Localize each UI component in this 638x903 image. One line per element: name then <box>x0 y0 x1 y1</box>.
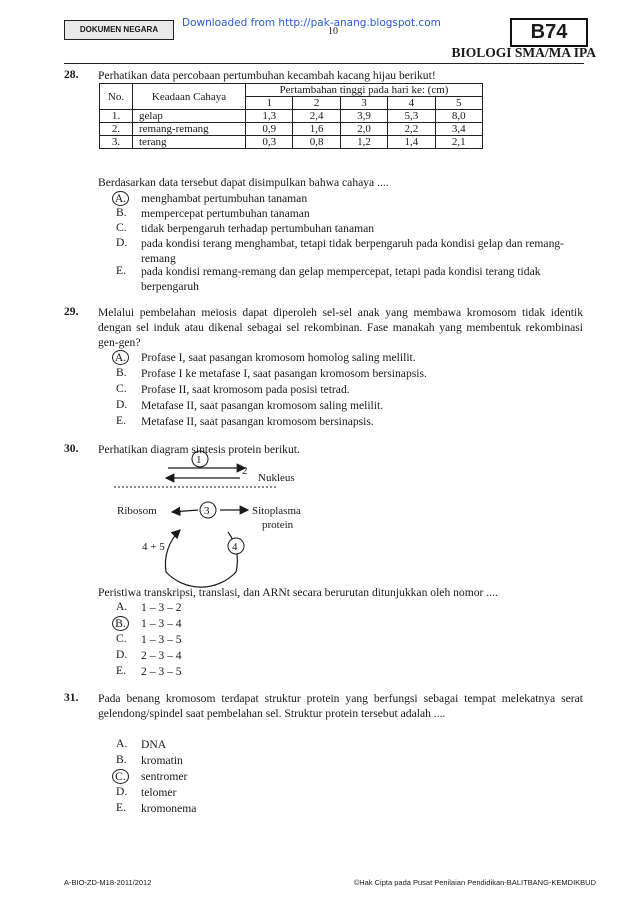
page-number: 10 <box>328 26 338 37</box>
q30-intro: Perhatikan diagram sintesis protein berikut. <box>98 443 300 456</box>
subject-title: BIOLOGI SMA/MA IPA <box>451 45 596 60</box>
table-cell: 0,3 <box>246 136 293 149</box>
q28-option-c-letter[interactable]: C. <box>116 221 127 234</box>
diagram-label-4: 4 <box>232 541 238 553</box>
answer-mark-circle: A. <box>112 350 129 365</box>
q31-stem: Pada benang kromosom terdapat struktur protein yang berfungsi sebagai tempat melekatnya serat gelendong/spindel saat pembelahan sel. Struktur protein tersebut adalah .... <box>98 692 583 720</box>
table-header-group: Pertambahan tinggi pada hari ke: (cm) <box>246 84 483 97</box>
q31-option-a-letter[interactable]: A. <box>116 737 128 750</box>
q29-number: 29. <box>64 305 79 318</box>
q30-option-e-letter[interactable]: E. <box>116 664 126 677</box>
diagram-label-4-plus-5: 4 + 5 <box>142 541 165 553</box>
table-header-kondisi: Keadaan Cahaya <box>133 84 246 110</box>
diagram-label-ribosom: Ribosom <box>117 505 157 517</box>
q31-option-d-letter[interactable]: D. <box>116 785 128 798</box>
q30-option-e[interactable]: 2 – 3 – 5 <box>141 665 182 678</box>
q28-intro: Perhatikan data percobaan pertumbuhan kecambah kacang hijau berikut! <box>98 69 436 82</box>
table-cell: 5,3 <box>388 110 435 123</box>
diagram-label-sitoplasma: Sitoplasma <box>252 505 301 517</box>
q31-option-b[interactable]: kromatin <box>141 754 183 767</box>
table-cell: gelap <box>133 110 246 123</box>
q30-number: 30. <box>64 442 79 455</box>
q28-option-b-letter[interactable]: B. <box>116 206 127 219</box>
protein-synthesis-diagram <box>100 448 360 588</box>
table-row <box>100 110 483 123</box>
q28-option-e[interactable]: pada kondisi remang-remang dan gelap mempercepat, tetapi pada kondisi terang tidak berpengaruh <box>141 265 541 293</box>
q31-option-b-letter[interactable]: B. <box>116 753 127 766</box>
answer-mark-circle: B. <box>112 616 129 631</box>
diagram-label-3: 3 <box>204 505 210 517</box>
cycle-arrow <box>165 530 237 587</box>
q28-option-d[interactable]: pada kondisi terang menghambat, tetapi tidak berpengaruh pada kondisi gelap dan remang-remang <box>141 237 565 265</box>
diagram-label-1: 1 <box>196 454 202 466</box>
q29-option-b[interactable]: Profase I ke metafase I, saat pasangan kromosom bersinapsis. <box>141 367 427 380</box>
table-cell: 1,3 <box>246 110 293 123</box>
q28-number: 28. <box>64 68 79 81</box>
table-cell: 3. <box>100 136 133 149</box>
table-cell: 2,0 <box>340 123 387 136</box>
q30-option-d-letter[interactable]: D. <box>116 648 128 661</box>
q30-stem: Peristiwa transkripsi, translasi, dan ARNt secara berurutan ditunjukkan oleh nomor .... <box>98 586 498 599</box>
q29-option-d[interactable]: Metafase II, saat pasangan kromosom saling melilit. <box>141 399 384 412</box>
q30-option-a[interactable]: 1 – 3 – 2 <box>141 601 182 614</box>
document-label: DOKUMEN NEGARA <box>64 20 174 40</box>
table-header-day: 3 <box>340 97 387 110</box>
table-cell: 0,9 <box>246 123 293 136</box>
q30-option-c-letter[interactable]: C. <box>116 632 127 645</box>
q29-option-c[interactable]: Profase II, saat kromosom pada posisi tetrad. <box>141 383 350 396</box>
q29-option-b-letter[interactable]: B. <box>116 366 127 379</box>
table-header-day: 2 <box>293 97 340 110</box>
arrow-to-ribosome <box>172 510 198 512</box>
table-cell: 8,0 <box>435 110 482 123</box>
table-row <box>100 123 483 136</box>
table-cell: 2,4 <box>293 110 340 123</box>
table-cell: 1,4 <box>388 136 435 149</box>
q31-option-c-letter[interactable] <box>116 769 129 784</box>
q31-option-a[interactable]: DNA <box>141 738 167 751</box>
table-header-day: 4 <box>388 97 435 110</box>
table-cell: 3,9 <box>340 110 387 123</box>
q28-option-a[interactable]: menghambat pertumbuhan tanaman <box>141 192 308 205</box>
table-cell: 1,2 <box>340 136 387 149</box>
q30-option-b[interactable]: 1 – 3 – 4 <box>141 617 182 630</box>
table-cell: 2,2 <box>388 123 435 136</box>
table-cell: 0,8 <box>293 136 340 149</box>
q28-option-c[interactable]: tidak berpengaruh terhadap pertumbuhan tanaman <box>141 222 375 235</box>
q30-option-b-letter[interactable] <box>116 616 129 631</box>
q31-option-c[interactable]: sentromer <box>141 770 188 783</box>
table-cell: remang-remang <box>133 123 246 136</box>
answer-mark-circle: A. <box>112 191 129 206</box>
q31-option-d[interactable]: telomer <box>141 786 177 799</box>
table-cell: 1,6 <box>293 123 340 136</box>
q28-option-d-letter[interactable]: D. <box>116 236 128 249</box>
q28-option-b[interactable]: mempercepat pertumbuhan tanaman <box>141 207 310 220</box>
header-divider <box>64 63 584 64</box>
q30-option-a-letter[interactable]: A. <box>116 600 128 613</box>
q31-option-e[interactable]: kromonema <box>141 802 197 815</box>
q28-stem: Berdasarkan data tersebut dapat disimpulkan bahwa cahaya .... <box>98 176 389 189</box>
table-cell: 2. <box>100 123 133 136</box>
diagram-label-nukleus: Nukleus <box>258 472 295 484</box>
table-cell: 2,1 <box>435 136 482 149</box>
q29-option-a-letter[interactable] <box>116 350 129 365</box>
q29-option-e-letter[interactable]: E. <box>116 414 126 427</box>
q28-option-a-letter[interactable] <box>116 191 129 206</box>
exam-code: B74 <box>510 18 588 47</box>
diagram-label-2: 2 <box>242 465 248 477</box>
q29-option-e[interactable]: Metafase II, saat pasangan kromosom bersinapsis. <box>141 415 374 428</box>
q28-option-e-letter[interactable]: E. <box>116 264 126 277</box>
q29-option-c-letter[interactable]: C. <box>116 382 127 395</box>
table-cell: 1. <box>100 110 133 123</box>
q29-option-d-letter[interactable]: D. <box>116 398 128 411</box>
q31-number: 31. <box>64 691 79 704</box>
table-row <box>100 136 483 149</box>
q29-stem: Melalui pembelahan meiosis dapat diperoleh sel-sel anak yang membawa kromosom tidak identik dengan sel induk atau dikenal sebagai sel rekombinan. Fase manakah yang membentuk rekombinasi gen-gen? <box>98 306 583 349</box>
footer-document-code: A-BIO-ZD-M18-2011/2012 <box>64 878 152 887</box>
q28-data-table <box>99 83 483 149</box>
download-link[interactable]: Downloaded from http://pak-anang.blogspot.com <box>182 17 441 29</box>
answer-mark-circle: C. <box>112 769 129 784</box>
table-cell: terang <box>133 136 246 149</box>
table-header-no: No. <box>100 84 133 110</box>
table-header-day: 1 <box>246 97 293 110</box>
footer-copyright: ©Hak Cipta pada Pusat Penilaian Pendidikan-BALITBANG-KEMDIKBUD <box>353 878 596 887</box>
q30-option-d[interactable]: 2 – 3 – 4 <box>141 649 182 662</box>
q30-option-c[interactable]: 1 – 3 – 5 <box>141 633 182 646</box>
table-header-day: 5 <box>435 97 482 110</box>
q31-option-e-letter[interactable]: E. <box>116 801 126 814</box>
diagram-label-protein: protein <box>262 519 294 531</box>
q29-option-a[interactable]: Profase I, saat pasangan kromosom homolog saling melilit. <box>141 351 416 364</box>
table-cell: 3,4 <box>435 123 482 136</box>
